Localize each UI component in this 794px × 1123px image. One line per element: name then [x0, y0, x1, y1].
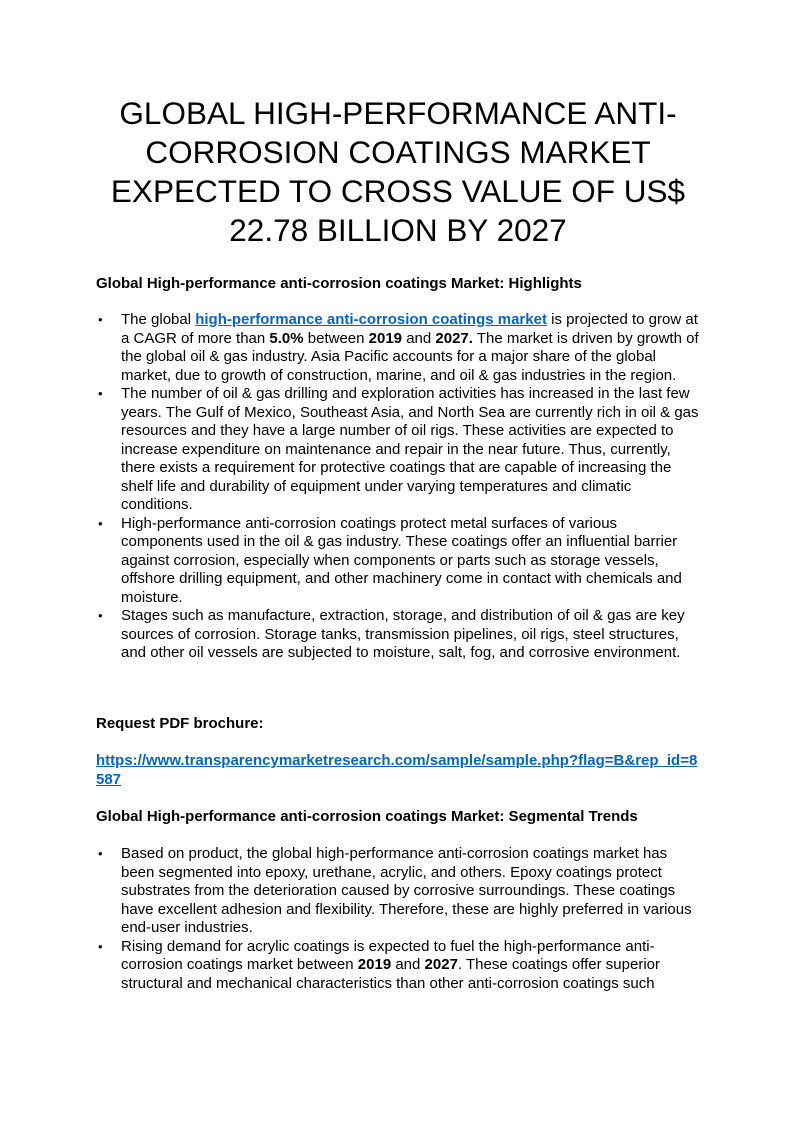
- segmental-list: [96, 845, 700, 993]
- list-item: • Rising demand for acrylic coatings is expected to fuel the high-performance anti-corrosion coatings market between 2019 and 2027. These coatings offer superior structural and mechanical characteristics than other anti-corrosion coatings such: [98, 937, 660, 992]
- bullet-icon: •: [98, 312, 103, 327]
- highlights-heading: Global High-performance anti-corrosion coatings Market: Highlights: [96, 275, 582, 292]
- list-item: • The number of oil & gas drilling and exploration activities has increased in the last few years. The Gulf of Mexico, Southeast Asia, and North Sea are currently rich in oil & gas resources and they have a large number of oil rigs. These activities are expected to increase expenditure on maintenance and repair in the near future. Thus, currently, there exists a requirement for protective coatings that are capable of increasing the shelf life and durability of equipment under varying temperatures and climatic conditions.: [98, 385, 699, 513]
- brochure-heading: Request PDF brochure:: [96, 715, 264, 732]
- highlights-list: [96, 311, 700, 663]
- bullet-icon: •: [98, 515, 103, 531]
- list-item: • Based on product, the global high-performance anti-corrosion coatings market has been segmented into epoxy, urethane, acrylic, and others. Epoxy coatings protect substrates from the deterioration caused by corrosive surroundings. These coatings have excellent adhesion and flexibility. Therefore, these are highly preferred in various end-user industries.: [98, 845, 692, 936]
- document-page: [96, 0, 700, 992]
- market-link[interactable]: high-performance anti-corrosion coatings market: [195, 311, 547, 328]
- brochure-url: [96, 752, 700, 789]
- list-item: • Stages such as manufacture, extraction, storage, and distribution of oil & gas are key sources of corrosion. Storage tanks, transmission pipelines, oil rigs, steel structures, and other oil vessels are subjected to moisture, salt, fog, and corrosive environment.: [98, 607, 685, 661]
- list-item: • High-performance anti-corrosion coatings protect metal surfaces of various components used in the oil & gas industry. These coatings offer an influential barrier against corrosion, especially when components or parts such as storage vessels, offshore drilling equipment, and other machinery come in contact with chemicals and moisture.: [98, 514, 682, 606]
- list-item: • The global high-performance anti-corrosion coatings market is projected to grow at a CAGR of more than 5.0% between 2019 and 2027. The market is driven by growth of the global oil & gas industry. Asia Pacific accounts for a major share of the global market, due to growth of construction, marine, and oil & gas industries in the region.: [98, 311, 699, 384]
- bullet-icon: •: [98, 608, 103, 623]
- brochure-link[interactable]: https://www.transparencymarketresearch.com/sample/sample.php?flag=B&rep_id=8587: [96, 752, 698, 788]
- bullet-icon: •: [98, 938, 103, 954]
- document-title: GLOBAL HIGH-PERFORMANCE ANTI-CORROSION COATINGS MARKET EXPECTED TO CROSS VALUE OF US$ 22.78 BILLION BY 2027: [110, 95, 686, 248]
- bullet-icon: •: [98, 386, 103, 401]
- segmental-heading: Global High-performance anti-corrosion coatings Market: Segmental Trends: [96, 808, 638, 825]
- bullet-icon: •: [98, 846, 103, 861]
